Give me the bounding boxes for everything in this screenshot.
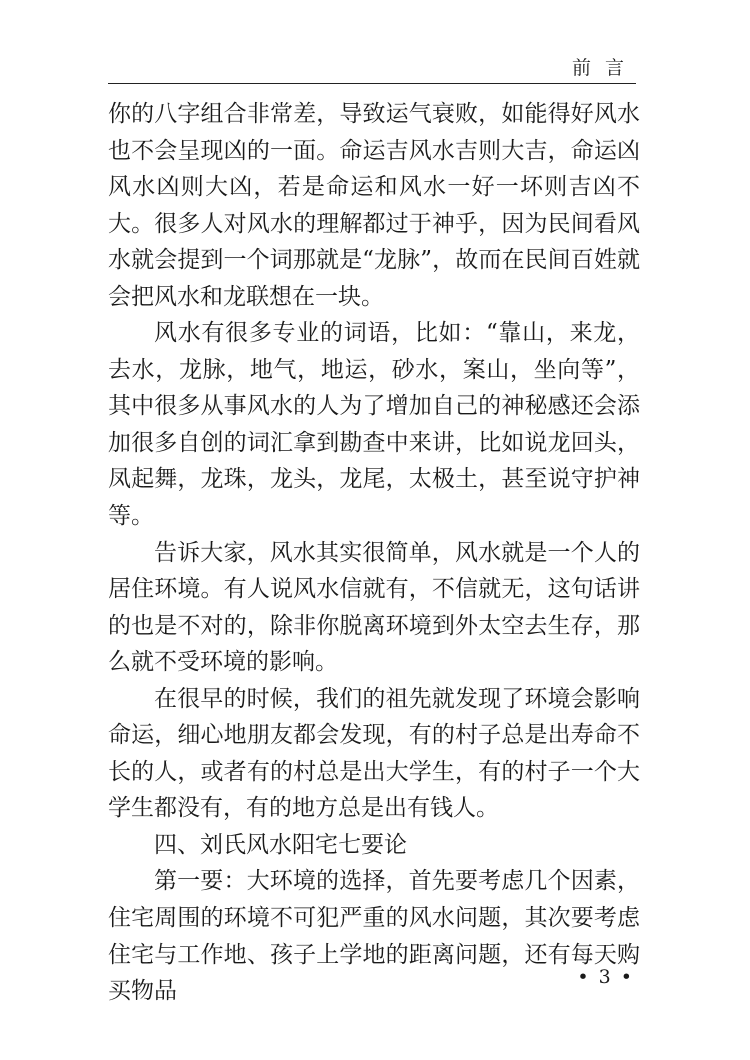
paragraph-first-point: 第一要：大环境的选择，首先要考虑几个因素，住宅周围的环境不可犯严重的风水问题，其次要考虑住宅与工作地、孩子上学地的距离问题，还有每天购买物品	[108, 868, 640, 1005]
paragraph-ancestors: 在很早的时候，我们的祖先就发现了环境会影响命运，细心地朋友都会发现，有的村子总是出寿命不长的人，或者有的村总是出大学生，有的村子一个大学生都没有，有的地方总是出有钱人。	[108, 685, 640, 822]
header-rule	[108, 83, 636, 84]
body-text	[108, 96, 640, 1010]
paragraph-terminology: 风水有很多专业的词语，比如：“靠山，来龙，去水，龙脉，地气，地运，砂水，案山，坐向等”，其中很多从事风水的人为了增加自己的神秘感还会添加很多自创的词汇拿到勘查中来讲，比如说龙回头，凤起舞，龙珠，龙头，龙尾，太极土，甚至说守护神等。	[108, 320, 640, 530]
section-heading: 四、刘氏风水阳宅七要论	[154, 831, 407, 858]
page-number: • 3 •	[577, 966, 634, 988]
paragraph-continued: 你的八字组合非常差，导致运气衰败，如能得好风水也不会呈现凶的一面。命运吉风水吉则大吉，命运凶风水凶则大凶，若是命运和风水一好一坏则吉凶不大。很多人对风水的理解都过于神乎，因为民间看风水就会提到一个词那就是“龙脉”，故而在民间百姓就会把风水和龙联想在一块。	[108, 101, 640, 310]
paragraph-environment: 告诉大家，风水其实很简单，风水就是一个人的居住环境。有人说风水信就有，不信就无，这句话讲的也是不对的，除非你脱离环境到外太空去生存，那么就不受环境的影响。	[108, 539, 640, 676]
running-head-title: 前言	[571, 57, 638, 79]
